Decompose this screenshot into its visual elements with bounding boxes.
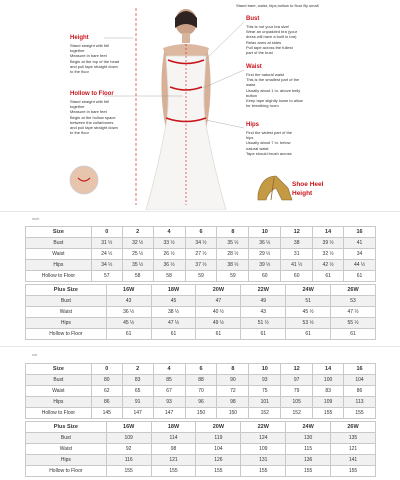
table-cell: 105: [281, 397, 313, 408]
table-cell: 34: [344, 249, 376, 260]
height-notes: [70, 43, 138, 74]
table-cell: 8: [217, 227, 249, 238]
note-line: Wear an unpadded bra (your: [246, 29, 298, 35]
table-cell: 93: [153, 397, 185, 408]
table-cell: 61: [313, 271, 344, 282]
note-line: waist: [246, 82, 256, 88]
table-cell: 31: [281, 249, 313, 260]
table-cell: 113: [344, 397, 376, 408]
table-cell: 26W: [331, 422, 376, 433]
cm-label: cm: [32, 352, 38, 357]
table-cell: 22W: [241, 422, 286, 433]
table-cell: 39 ½: [313, 238, 344, 249]
table-cell: 61: [344, 271, 376, 282]
table-cell: 43: [241, 307, 286, 318]
table-cell: 86: [344, 386, 376, 397]
table-cell: 109: [241, 444, 286, 455]
table-cell: 98: [217, 397, 249, 408]
table-cell: 38: [281, 238, 313, 249]
note-line: Usually about 7 in. below: [246, 140, 291, 146]
table-cell: 65: [122, 386, 153, 397]
table-cell: Size: [26, 364, 92, 375]
model-neck: [182, 33, 190, 43]
note-line: hips: [246, 135, 254, 141]
table-cell: 16W: [106, 422, 151, 433]
table-cell: 72: [217, 386, 249, 397]
table-cell: 22W: [241, 285, 286, 296]
table-cell: 20W: [196, 422, 241, 433]
table-cell: Hollow to Floor: [26, 271, 92, 282]
table-cell: 28 ½: [217, 249, 249, 260]
table-cell: Plus Size: [26, 422, 107, 433]
note-line: Find the natural waist: [246, 72, 285, 77]
table-row: [26, 422, 376, 433]
table-cell: 43: [106, 296, 151, 307]
table-cell: 58: [153, 271, 185, 282]
bust-title: Bust: [246, 16, 260, 22]
table-cell: 32 ½: [313, 249, 344, 260]
table-cell: 135: [331, 433, 376, 444]
table-cell: Hollow to Floor: [26, 408, 92, 419]
note-line: Measure in bare feet: [70, 53, 107, 59]
table-cell: 57: [91, 271, 122, 282]
table-cell: 93: [249, 375, 281, 386]
table-cell: 152: [281, 408, 313, 419]
table-cell: 109: [313, 397, 344, 408]
table-cell: 60: [281, 271, 313, 282]
table-row: [26, 433, 376, 444]
table-cell: 85: [153, 375, 185, 386]
shoe-heel-icon: [258, 176, 292, 200]
table-cell: 150: [185, 408, 217, 419]
table-cell: 155: [196, 466, 241, 477]
table-cell: 101: [249, 397, 281, 408]
table-cell: 0: [91, 364, 122, 375]
table-cell: 121: [331, 444, 376, 455]
table-cell: 45 ½: [286, 307, 331, 318]
table-cell: 115: [286, 444, 331, 455]
table-cell: 41 ½: [281, 260, 313, 271]
table-cell: 155: [241, 466, 286, 477]
table-cell: 92: [106, 444, 151, 455]
table-row: [26, 238, 376, 249]
table-cell: 98: [151, 444, 196, 455]
table-cell: 147: [153, 408, 185, 419]
table-cell: 45: [151, 296, 196, 307]
note-line: Measure in bare feet: [70, 109, 107, 115]
neck-detail: [70, 166, 98, 194]
note-line: together: [70, 48, 85, 54]
table-cell: 38 ½: [151, 307, 196, 318]
table-cell: 34 ½: [185, 238, 217, 249]
table-cell: 24W: [286, 422, 331, 433]
table-cell: 16: [344, 364, 376, 375]
table-cell: 39 ½: [249, 260, 281, 271]
table-cell: 90: [217, 375, 249, 386]
table-cell: 104: [344, 375, 376, 386]
table-cell: 131: [241, 455, 286, 466]
cm-plus-size-table: [25, 421, 376, 477]
table-cell: 35 ½: [122, 260, 153, 271]
hips-title: Hips: [246, 122, 260, 128]
table-cell: 18W: [151, 285, 196, 296]
table-cell: 10: [249, 364, 281, 375]
table-cell: 18W: [151, 422, 196, 433]
table-row: [26, 271, 376, 282]
note-line: Begin at the hollow space: [70, 114, 116, 120]
table-cell: Waist: [26, 249, 92, 260]
table-cell: 49: [241, 296, 286, 307]
inch-plus-size-table: [25, 284, 376, 340]
inch-size-table: [25, 226, 376, 282]
table-cell: 75: [249, 386, 281, 397]
table-cell: 145: [91, 408, 122, 419]
hollow-title: Hollow to Floor: [70, 91, 114, 97]
table-row: [26, 397, 376, 408]
table-cell: 6: [185, 364, 217, 375]
table-cell: 55 ½: [331, 318, 376, 329]
table-cell: 36 ½: [106, 307, 151, 318]
table-row: [26, 408, 376, 419]
table-cell: Plus Size: [26, 285, 107, 296]
hips-notes: [246, 130, 321, 156]
table-cell: 97: [281, 375, 313, 386]
table-cell: 41: [344, 238, 376, 249]
table-cell: 51 ½: [241, 318, 286, 329]
table-cell: Size: [26, 227, 92, 238]
table-cell: 44 ½: [344, 260, 376, 271]
table-row: [26, 364, 376, 375]
table-cell: 147: [122, 408, 153, 419]
height-title: Height: [70, 35, 89, 41]
table-cell: Hips: [26, 397, 92, 408]
table-cell: 100: [313, 375, 344, 386]
table-cell: 61: [331, 329, 376, 340]
table-cell: 6: [185, 227, 217, 238]
table-cell: Bust: [26, 375, 92, 386]
table-cell: 58: [122, 271, 153, 282]
table-row: [26, 260, 376, 271]
table-cell: 36 ½: [153, 260, 185, 271]
table-cell: 116: [106, 455, 151, 466]
table-cell: Waist: [26, 444, 107, 455]
table-cell: 31 ½: [91, 238, 122, 249]
table-cell: 14: [313, 227, 344, 238]
note-line: This is not your bra size!: [246, 24, 290, 29]
table-cell: 67: [153, 386, 185, 397]
note-line: Tape should brush across: [246, 150, 292, 156]
table-cell: 51: [286, 296, 331, 307]
table-cell: 29 ½: [249, 249, 281, 260]
table-cell: Hollow to Floor: [26, 329, 107, 340]
table-cell: 61: [286, 329, 331, 340]
table-cell: Waist: [26, 386, 92, 397]
table-cell: 62: [91, 386, 122, 397]
table-cell: 150: [217, 408, 249, 419]
table-cell: 104: [196, 444, 241, 455]
table-cell: Hips: [26, 318, 107, 329]
note-line: Relax arms at sides: [246, 39, 282, 45]
table-cell: 86: [91, 397, 122, 408]
measurement-illustration: [0, 0, 400, 210]
table-cell: 47 ½: [151, 318, 196, 329]
table-cell: Bust: [26, 296, 107, 307]
table-cell: 53 ½: [286, 318, 331, 329]
table-cell: 25 ½: [122, 249, 153, 260]
table-cell: 0: [91, 227, 122, 238]
table-cell: 47 ½: [331, 307, 376, 318]
table-cell: 83: [122, 375, 153, 386]
table-cell: 34 ½: [91, 260, 122, 271]
table-cell: 88: [185, 375, 217, 386]
table-cell: Hips: [26, 260, 92, 271]
table-cell: 60: [249, 271, 281, 282]
table-cell: 119: [196, 433, 241, 444]
note-line: and pull tape straight down: [70, 63, 118, 69]
table-cell: 155: [106, 466, 151, 477]
table-cell: 26 ½: [153, 249, 185, 260]
note-line: Usually about 1 in. above belly: [246, 87, 301, 93]
model-figure: [0, 0, 400, 210]
table-cell: 12: [281, 364, 313, 375]
table-cell: 155: [344, 408, 376, 419]
table-cell: 53: [331, 296, 376, 307]
table-cell: 61: [106, 329, 151, 340]
table-cell: Hollow to Floor: [26, 466, 107, 477]
table-cell: Waist: [26, 307, 107, 318]
table-row: [26, 285, 376, 296]
section-divider: [0, 211, 400, 212]
table-cell: 124: [241, 433, 286, 444]
table-cell: 155: [286, 466, 331, 477]
table-cell: 40 ½: [196, 307, 241, 318]
table-cell: 61: [196, 329, 241, 340]
note-line: and pull tape straight down: [70, 125, 118, 131]
table-row: [26, 329, 376, 340]
table-cell: 16W: [106, 285, 151, 296]
table-cell: 49 ½: [196, 318, 241, 329]
table-cell: 38 ½: [217, 260, 249, 271]
table-cell: 33 ½: [153, 238, 185, 249]
table-cell: 91: [122, 397, 153, 408]
table-cell: 136: [286, 455, 331, 466]
table-cell: 121: [151, 455, 196, 466]
note-line: This is the smallest part of the: [246, 77, 300, 83]
note-line: natural waist: [246, 145, 269, 151]
table-cell: 109: [106, 433, 151, 444]
table-cell: 59: [217, 271, 249, 282]
table-cell: Hips: [26, 455, 107, 466]
table-cell: 130: [286, 433, 331, 444]
table-cell: 114: [151, 433, 196, 444]
note-line: part of the bust: [246, 50, 273, 56]
note-line: for breathing room: [246, 103, 279, 109]
table-cell: 80: [91, 375, 122, 386]
shoe-heel-title: Shoe Heel: [292, 181, 324, 188]
table-row: [26, 296, 376, 307]
table-cell: 141: [331, 455, 376, 466]
note-line: Keep tape slightly loose to allow: [246, 98, 303, 104]
table-cell: 16: [344, 227, 376, 238]
table-cell: 126: [196, 455, 241, 466]
table-cell: 2: [122, 227, 153, 238]
top-caption: Stand bare, waist, hips,hollow to floor By small: [236, 3, 319, 8]
table-cell: 42 ½: [313, 260, 344, 271]
table-row: [26, 227, 376, 238]
table-cell: 155: [151, 466, 196, 477]
bust-notes: [246, 24, 321, 55]
waist-title: Waist: [246, 64, 262, 70]
table-cell: 24W: [286, 285, 331, 296]
table-cell: 4: [153, 227, 185, 238]
inch-label: inch: [32, 216, 40, 221]
note-line: Stand straight with fell: [70, 43, 110, 48]
table-cell: 14: [313, 364, 344, 375]
table-cell: 4: [153, 364, 185, 375]
table-row: [26, 466, 376, 477]
table-cell: 70: [185, 386, 217, 397]
note-line: to the floor: [70, 69, 89, 75]
cm-size-table: [25, 363, 376, 419]
table-row: [26, 375, 376, 386]
note-line: between the collarbones: [70, 119, 114, 125]
note-line: Stand straight with fell: [70, 99, 110, 104]
table-row: [26, 318, 376, 329]
table-cell: 8: [217, 364, 249, 375]
table-cell: 24 ½: [91, 249, 122, 260]
table-cell: 27 ½: [185, 249, 217, 260]
section-divider: [0, 346, 400, 347]
note-line: together: [70, 104, 85, 110]
table-row: [26, 386, 376, 397]
shoe-height-title: Height: [292, 190, 313, 197]
table-cell: Bust: [26, 433, 107, 444]
table-cell: 152: [249, 408, 281, 419]
table-cell: 37 ½: [185, 260, 217, 271]
table-cell: 32 ½: [122, 238, 153, 249]
table-row: [26, 444, 376, 455]
note-line: button: [246, 92, 258, 98]
table-cell: 45 ½: [106, 318, 151, 329]
note-line: dress will have a built in bra): [246, 34, 297, 40]
table-row: [26, 249, 376, 260]
table-cell: 35 ½: [217, 238, 249, 249]
table-cell: 96: [185, 397, 217, 408]
table-cell: Bust: [26, 238, 92, 249]
table-row: [26, 307, 376, 318]
table-cell: 79: [281, 386, 313, 397]
table-cell: 2: [122, 364, 153, 375]
table-cell: 10: [249, 227, 281, 238]
table-cell: 36 ½: [249, 238, 281, 249]
table-cell: 61: [241, 329, 286, 340]
table-cell: 155: [331, 466, 376, 477]
table-cell: 83: [313, 386, 344, 397]
table-cell: 12: [281, 227, 313, 238]
table-cell: 20W: [196, 285, 241, 296]
note-line: to the floor: [70, 130, 89, 136]
waist-notes: [246, 72, 321, 108]
table-cell: 26W: [331, 285, 376, 296]
table-row: [26, 455, 376, 466]
table-cell: 155: [313, 408, 344, 419]
hollow-notes: [70, 99, 140, 135]
table-cell: 61: [151, 329, 196, 340]
table-cell: 47: [196, 296, 241, 307]
table-cell: 59: [185, 271, 217, 282]
note-line: Find the widest part of the: [246, 130, 293, 135]
note-line: Begin at the top of the head: [70, 58, 120, 64]
note-line: Pull tape across the fullest: [246, 44, 293, 50]
